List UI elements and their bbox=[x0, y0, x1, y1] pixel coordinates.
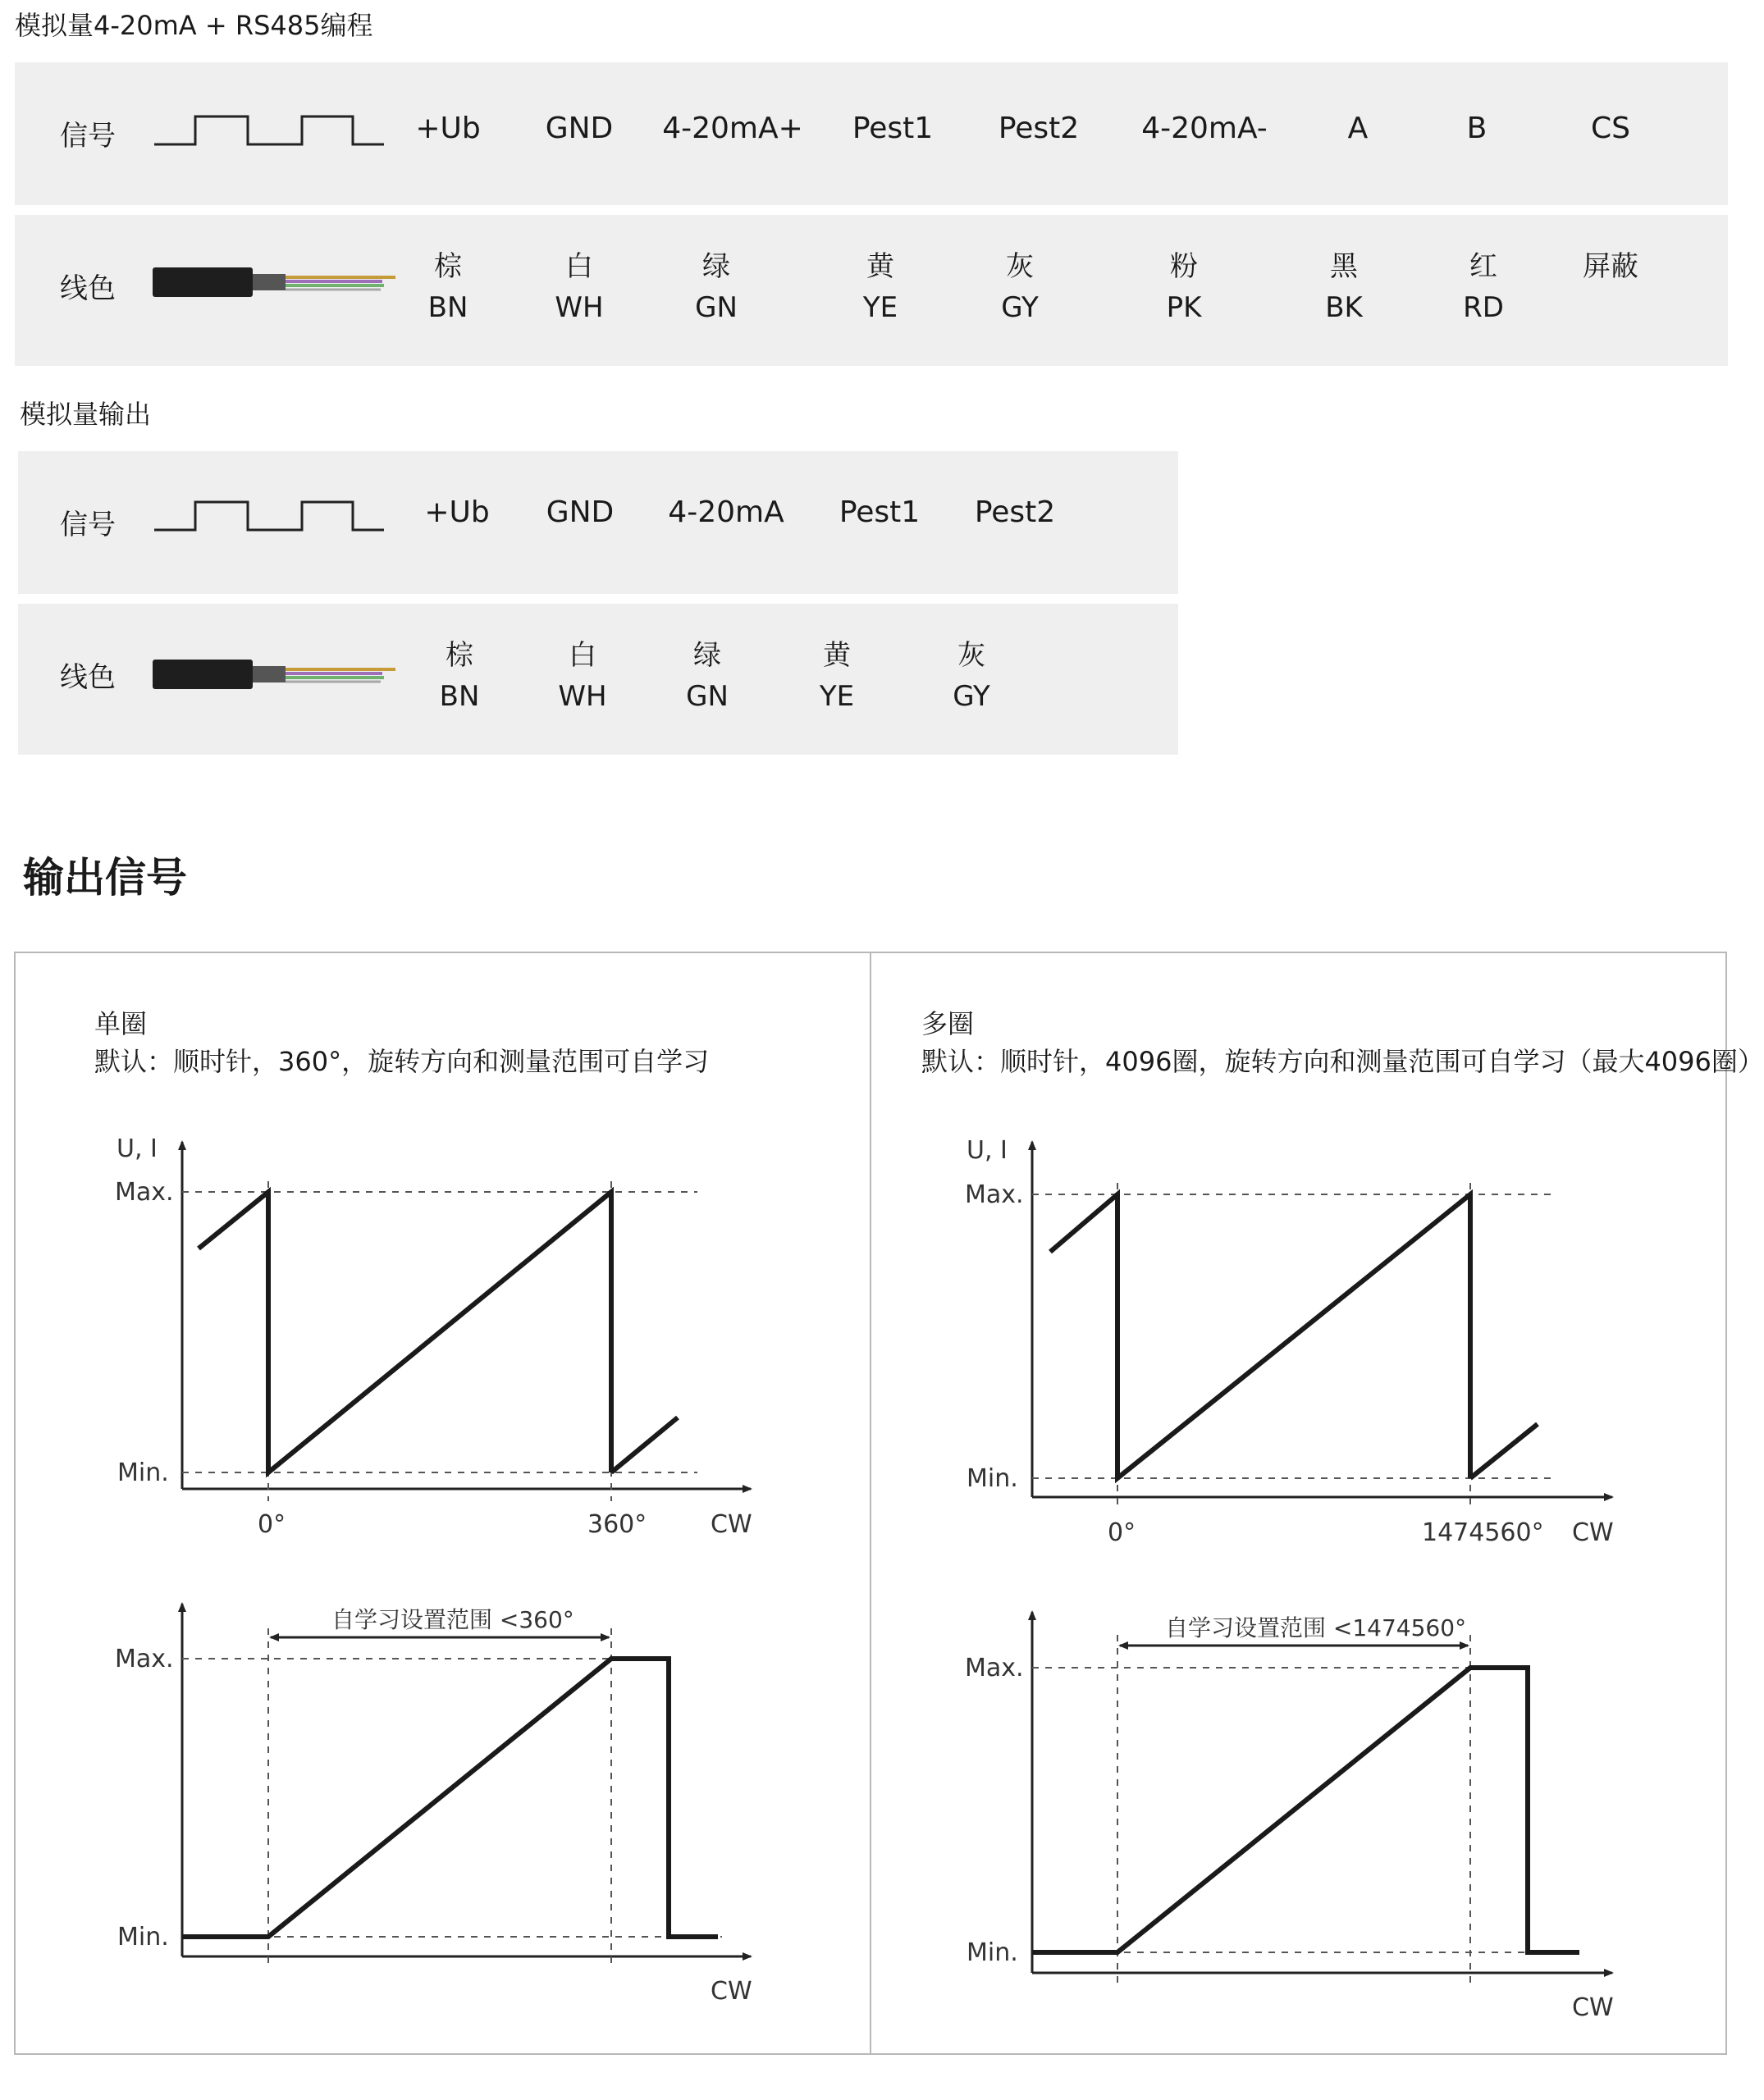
signal-4: Pest2 bbox=[974, 495, 1056, 529]
x1-label: 1474560° bbox=[1422, 1518, 1544, 1547]
signal-0: +Ub bbox=[424, 495, 490, 529]
wire-color-code: PK bbox=[1166, 291, 1202, 324]
sawtooth-tail bbox=[1470, 1424, 1538, 1478]
min-label: Min. bbox=[967, 1938, 1018, 1967]
x-axis-label: CW bbox=[711, 1510, 752, 1539]
wire-color-code: GY bbox=[953, 680, 990, 713]
wire-color-label: 线色 bbox=[60, 661, 116, 694]
wire-color-cn: 黄 bbox=[822, 639, 851, 672]
section1-title: 模拟量4-20mA + RS485编程 bbox=[15, 10, 373, 41]
wire-color-label: 线色 bbox=[60, 272, 116, 305]
ramp-line bbox=[1032, 1668, 1579, 1952]
wire-color-code: WH bbox=[558, 680, 607, 713]
wire-color-cn: 黄 bbox=[866, 250, 894, 283]
wire-color-cn: 棕 bbox=[433, 250, 462, 283]
signal-6: A bbox=[1347, 112, 1369, 145]
wire-color-code: YE bbox=[862, 291, 898, 324]
wire-color-code: BN bbox=[427, 291, 468, 324]
signal-4: Pest2 bbox=[998, 112, 1080, 145]
max-label: Max. bbox=[965, 1654, 1024, 1682]
signal-0: +Ub bbox=[415, 112, 481, 145]
wire-color-cn: 屏蔽 bbox=[1583, 250, 1638, 283]
single-sawtooth-chart bbox=[115, 1134, 752, 1539]
x0-label: 0° bbox=[1108, 1518, 1136, 1547]
sawtooth-tail bbox=[611, 1418, 678, 1472]
y-axis-label: U, I bbox=[117, 1134, 158, 1163]
x-axis-label: CW bbox=[711, 1977, 752, 2006]
wire-color-cn: 棕 bbox=[445, 639, 473, 672]
multi-ramp-chart bbox=[965, 1612, 1614, 2022]
wire-color-code: YE bbox=[819, 680, 855, 713]
max-label: Max. bbox=[115, 1178, 174, 1207]
min-label: Min. bbox=[967, 1464, 1018, 1493]
section2-title: 模拟量输出 bbox=[20, 399, 152, 430]
single-ramp-chart bbox=[115, 1604, 752, 2006]
wire-color-cn: 红 bbox=[1469, 250, 1497, 283]
max-label: Max. bbox=[115, 1645, 174, 1673]
wire-color-cn: 绿 bbox=[693, 639, 721, 672]
wire-color-code: WH bbox=[555, 291, 604, 324]
wire-color-cn: 粉 bbox=[1170, 250, 1198, 283]
signal-1: GND bbox=[546, 495, 615, 529]
signal-7: B bbox=[1466, 112, 1488, 145]
signal-5: 4-20mA- bbox=[1141, 112, 1268, 145]
sawtooth-line bbox=[1050, 1194, 1470, 1478]
signal-8: CS bbox=[1591, 112, 1630, 145]
single-turn-desc: 默认：顺时针，360°，旋转方向和测量范围可自学习 bbox=[94, 1046, 710, 1077]
min-label: Min. bbox=[117, 1459, 169, 1487]
ramp-line bbox=[182, 1659, 718, 1937]
wire-color-code: RD bbox=[1463, 291, 1504, 324]
range-label: 自学习设置范围 <360° bbox=[331, 1606, 574, 1633]
multi-turn-desc: 默认：顺时针，4096圈，旋转方向和测量范围可自学习（最大4096圈） bbox=[921, 1046, 1764, 1077]
signal-2: 4-20mA bbox=[668, 495, 784, 529]
signal-3: Pest1 bbox=[839, 495, 921, 529]
min-label: Min. bbox=[117, 1923, 169, 1952]
x1-label: 360° bbox=[587, 1510, 647, 1539]
signal-label: 信号 bbox=[60, 509, 116, 541]
wire-color-cn: 黑 bbox=[1330, 250, 1358, 283]
signal-3: Pest1 bbox=[852, 112, 934, 145]
signal-1: GND bbox=[545, 112, 614, 145]
wire-color-code: GN bbox=[686, 680, 729, 713]
wire-color-cn: 白 bbox=[565, 250, 593, 283]
max-label: Max. bbox=[965, 1180, 1024, 1209]
wire-color-code: GY bbox=[1001, 291, 1039, 324]
wire-color-code: GN bbox=[695, 291, 738, 324]
y-axis-label: U, I bbox=[967, 1136, 1008, 1165]
multi-turn-name: 多圈 bbox=[921, 1008, 975, 1039]
wire-color-cn: 绿 bbox=[702, 250, 730, 283]
signal-2: 4-20mA+ bbox=[662, 112, 803, 145]
sawtooth-line bbox=[199, 1192, 611, 1472]
wire-color-cn: 白 bbox=[569, 639, 596, 672]
wire-color-cn: 灰 bbox=[957, 639, 985, 672]
wire-color-code: BK bbox=[1325, 291, 1363, 324]
x-axis-label: CW bbox=[1572, 1993, 1614, 2022]
output-title: 输出信号 bbox=[23, 854, 187, 902]
wire-color-code: BN bbox=[439, 680, 480, 713]
single-turn-name: 单圈 bbox=[94, 1008, 148, 1039]
wire-color-cn: 灰 bbox=[1005, 250, 1034, 283]
signal-label: 信号 bbox=[60, 120, 116, 153]
multi-sawtooth-chart bbox=[965, 1136, 1614, 1547]
x0-label: 0° bbox=[258, 1510, 286, 1539]
x-axis-label: CW bbox=[1572, 1518, 1614, 1547]
range-label: 自学习设置范围 <1474560° bbox=[1165, 1614, 1467, 1641]
